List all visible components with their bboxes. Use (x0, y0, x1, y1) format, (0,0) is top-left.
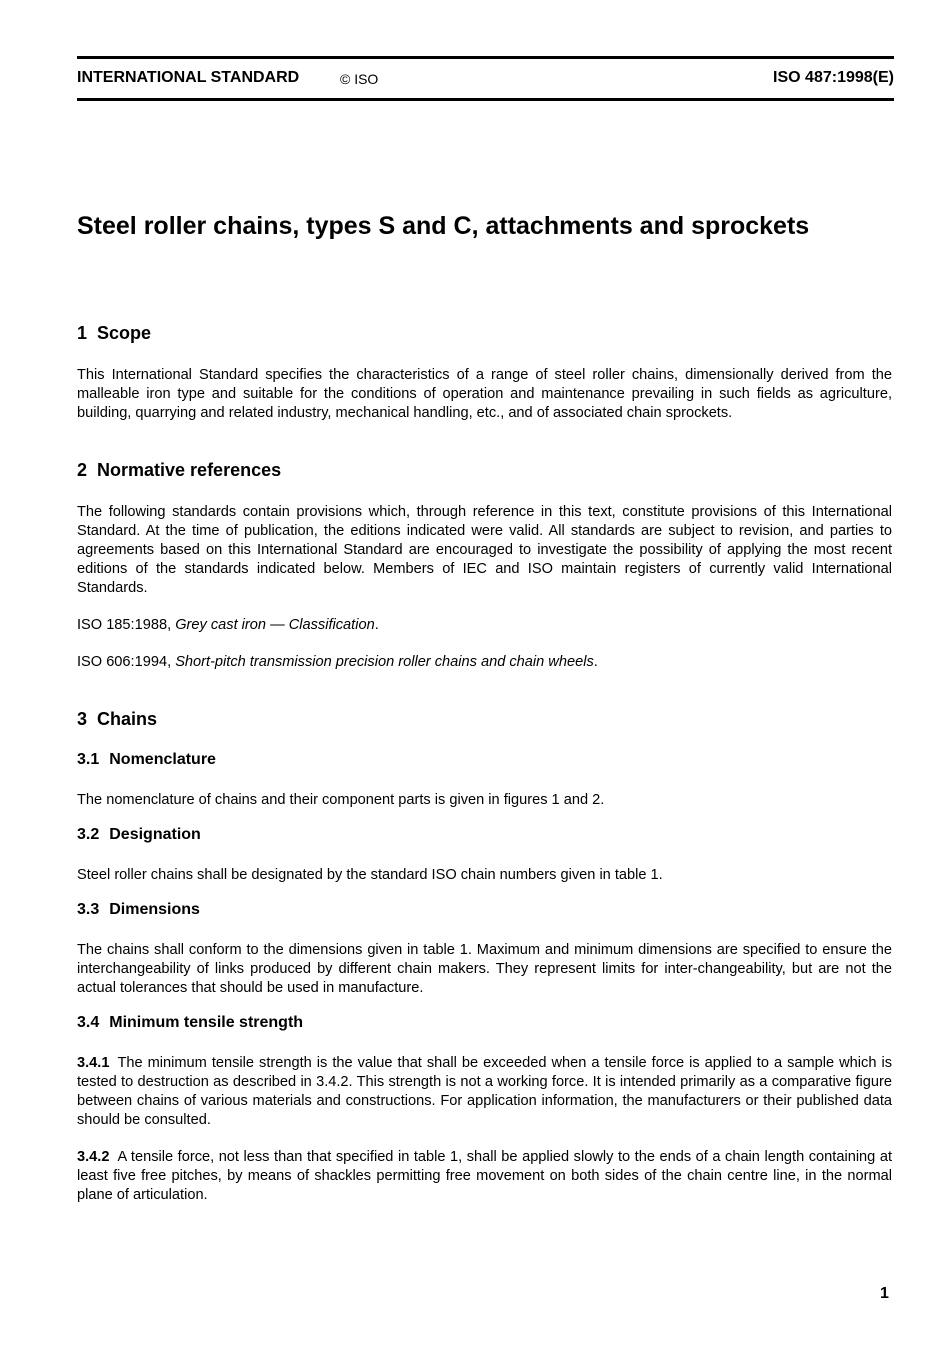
page-number: 1 (880, 1285, 889, 1302)
clause-number: 3.4.2 (77, 1149, 110, 1165)
subsection-heading-dimensions: 3.3 Dimensions (77, 901, 200, 918)
reference-id: ISO 606:1994, (77, 654, 176, 670)
clause-3-4-2 (77, 1148, 892, 1205)
reference-title: Short-pitch transmission precision roller chains and chain wheels (175, 654, 594, 670)
reference-title: Grey cast iron — Classification (175, 617, 375, 633)
reference-id: ISO 185:1988, (77, 617, 176, 633)
document-number: ISO 487:1998(E) (773, 69, 894, 86)
subsection-heading-nomenclature: 3.1 Nomenclature (77, 751, 216, 768)
page-header (77, 69, 894, 91)
section-number: 3 (77, 709, 88, 729)
header-top-rule (77, 56, 894, 59)
nomenclature-paragraph: The nomenclature of chains and their component parts is given in figures 1 and 2. (77, 792, 605, 808)
clause-text: A tensile force, not less than that specified in table 1, shall be applied slowly to the ends of a chain length containing at least five free pitches, by means of shackles permitting free movement on both sides of the chain centre line, in the normal plane of articulation. (77, 1149, 892, 1203)
section-heading-chains (77, 709, 157, 730)
clause-text: The minimum tensile strength is the value that shall be exceeded when a tensile force is applied to a sample which is tested to destruction as described in 3.4.2. This strength is not a working force. It is intended primarily as a comparative figure between chains of various materials and constructions. For application information, the manufacturers or their published data should be consulted. (77, 1055, 892, 1128)
header-bottom-rule (77, 98, 894, 101)
section-number: 2 (77, 460, 88, 480)
section-title: Chains (97, 709, 158, 729)
section-title: Scope (97, 323, 152, 343)
subsection-heading-tensile-strength: 3.4 Minimum tensile strength (77, 1014, 304, 1031)
subsection-heading-designation: 3.2 Designation (77, 826, 201, 843)
document-type: INTERNATIONAL STANDARD (77, 69, 300, 86)
document-title: Steel roller chains, types S and C, attachments and sprockets (77, 212, 810, 240)
copyright-notice: © ISO (340, 71, 379, 87)
clause-number: 3.4.1 (77, 1055, 110, 1071)
designation-paragraph: Steel roller chains shall be designated by the standard ISO chain numbers given in table 1. (77, 867, 663, 883)
reference-item: ISO 185:1988, Grey cast iron — Classification. (77, 617, 379, 633)
scope-paragraph: This International Standard specifies the characteristics of a range of steel roller chains, dimensionally derived from the malleable iron type and suitable for the conditions of operation and maintenance prevailing in such fields as agriculture, building, quarrying and related industry, mechanical handling, etc., and of associated chain sprockets. (77, 367, 892, 421)
section-title: Normative references (97, 460, 282, 480)
reference-item: ISO 606:1994, Short-pitch transmission precision roller chains and chain wheels. (77, 654, 598, 670)
clause-3-4-1 (77, 1054, 892, 1130)
dimensions-paragraph: The chains shall conform to the dimensions given in table 1. Maximum and minimum dimensions are specified to ensure the interchangeability of links produced by different chain makers. They represent limits for inter-changeability, but are not the actual tolerances that should be used in manufacture. (77, 942, 892, 996)
section-heading-normative-references (77, 460, 281, 481)
normative-paragraph: The following standards contain provisions which, through reference in this text, constitute provisions of this International Standard. At the time of publication, the editions indicated were valid. All standards are subject to revision, and parties to agreements based on this International Standard are encouraged to investigate the possibility of applying the most recent editions of the standards indicated below. Members of IEC and ISO maintain registers of currently valid International Standards. (77, 504, 892, 596)
section-heading-scope (77, 323, 151, 344)
section-number: 1 (77, 323, 88, 343)
